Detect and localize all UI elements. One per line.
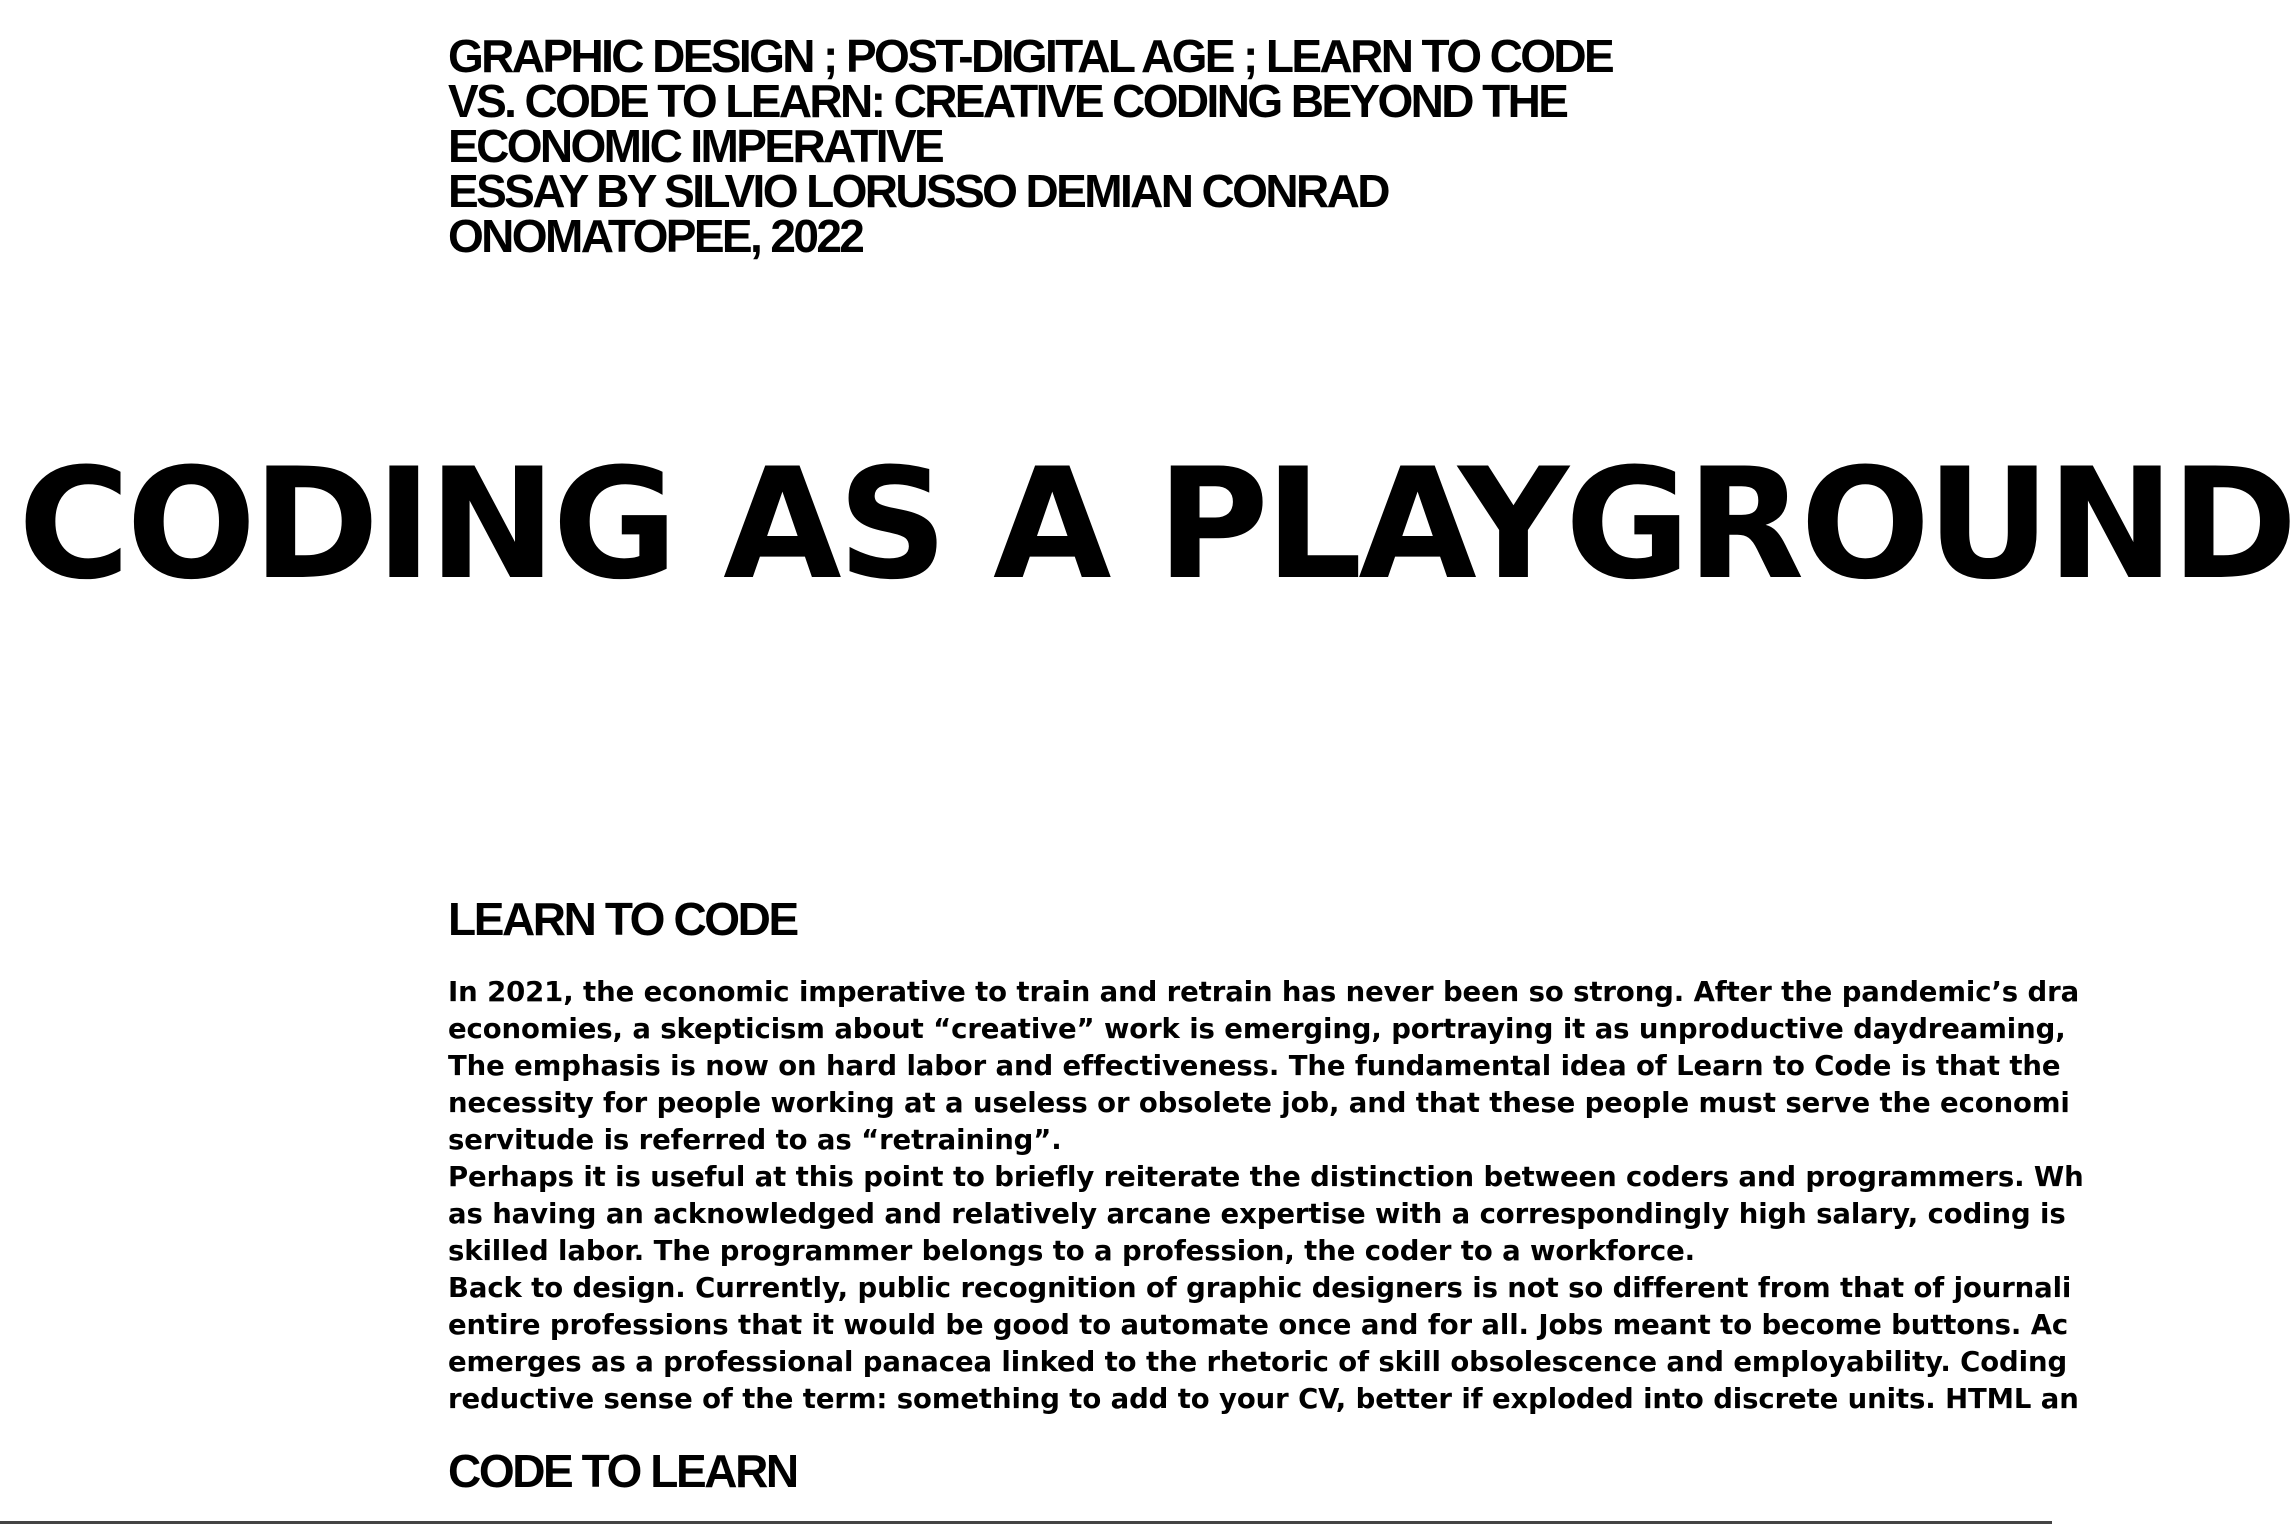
essay-body-text [448, 974, 2084, 1418]
body-line: Perhaps it is useful at this point to briefly reiterate the distinction between coders and programmers. Wh [448, 1161, 2084, 1193]
body-line: economies, a skepticism about “creative” work is emerging, portraying it as unproductive daydreaming, [448, 1013, 2066, 1045]
body-line: The emphasis is now on hard labor and effectiveness. The fundamental idea of Learn to Code is that the [448, 1050, 2061, 1082]
publication-info-line: VS. CODE TO LEARN: CREATIVE CODING BEYOND THE [448, 75, 1567, 127]
body-line: necessity for people working at a useless or obsolete job, and that these people must serve the economi [448, 1087, 2070, 1119]
body-line: reductive sense of the term: something to add to your CV, better if exploded into discrete units. HTML an [448, 1383, 2079, 1415]
publication-info [448, 30, 1748, 262]
body-line: entire professions that it would be good to automate once and for all. Jobs meant to become buttons. Ac [448, 1309, 2069, 1341]
publisher-line: ONOMATOPEE, 2022 [448, 210, 863, 262]
body-line: skilled labor. The programmer belongs to a profession, the coder to a workforce. [448, 1235, 1696, 1267]
section-heading-code-to-learn: CODE TO LEARN [448, 1445, 797, 1497]
author-line: ESSAY BY SILVIO LORUSSO DEMIAN CONRAD [448, 165, 1388, 217]
publication-info-line: GRAPHIC DESIGN ; POST-DIGITAL AGE ; LEARN TO CODE [448, 30, 1613, 82]
page-title: CODING AS A PLAYGROUND [18, 436, 2294, 614]
body-line: as having an acknowledged and relatively arcane expertise with a correspondingly high salary, coding is [448, 1198, 2066, 1230]
body-line: In 2021, the economic imperative to train and retrain has never been so strong. After the pandemic’s dra [448, 976, 2080, 1008]
body-line: emerges as a professional panacea linked to the rhetoric of skill obsolescence and employability. Coding [448, 1346, 2068, 1378]
body-line: servitude is referred to as “retraining”. [448, 1124, 1062, 1156]
publication-info-line: ECONOMIC IMPERATIVE [448, 120, 943, 172]
body-line: Back to design. Currently, public recognition of graphic designers is not so different from that of journali [448, 1272, 2072, 1304]
section-heading-learn-to-code: LEARN TO CODE [448, 893, 797, 945]
